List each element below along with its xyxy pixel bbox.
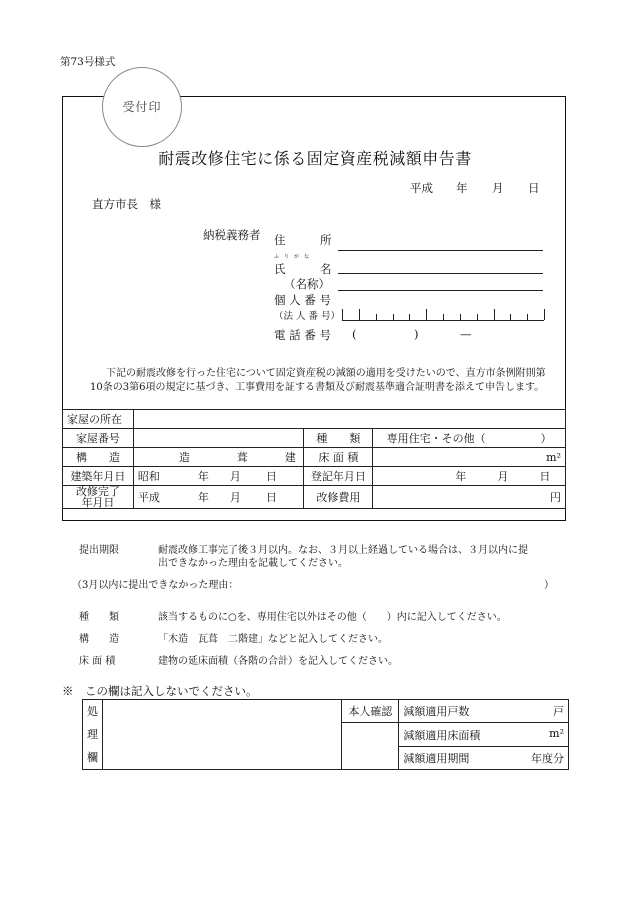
office-row [399,723,569,747]
note-structure-text: 「木造 瓦葺 二階建」などと記入してください。 [158,634,388,645]
location-field[interactable] [133,410,565,429]
office-use-notice: ※ この欄は記入しないでください。 [62,684,258,698]
digit-divider [409,314,410,320]
completed-month: 月 [229,491,241,504]
table-row [63,486,566,509]
built-date-field[interactable] [133,467,304,486]
form-number: 第73号様式 [60,56,116,68]
date-era: 平成 [410,181,433,195]
number-base-line [342,320,544,321]
completed-day: 日 [265,491,277,504]
statement-line-1: 下記の耐震改修を行った住宅について固定資産税の減額の適用を受けたいので、直方市条例附則第 [106,368,546,379]
structure-date: 建 [284,451,296,464]
location-label: 家屋の所在 [63,410,134,429]
processing-area [103,700,342,770]
digit-divider [393,314,394,320]
table-row [83,700,569,723]
corporate-number-label: （法 人 番 号） [274,311,341,322]
built-month: 月 [229,470,241,483]
house-number-field[interactable] [133,429,304,448]
form-title: 耐震改修住宅に係る固定資産税減額申告書 [158,149,472,168]
built-date-label: 建築年月日 [63,467,134,486]
completed-label-1: 改修完了 [75,485,120,498]
addressee: 直方市長 様 [92,197,161,211]
cost-field[interactable]: 円 [373,486,566,509]
table-row [63,410,566,429]
name-label-1: 氏 [274,262,286,276]
registered-date-label: 登記年月日 [304,467,373,486]
office-row-unit: 戸 [553,705,564,718]
structure-label: 構 造 [63,448,134,467]
phone-close-paren: ) [414,327,419,341]
floor-area-label: 床 面 積 [304,448,373,467]
digit-divider [426,309,427,320]
note-type-label: 種 類 [79,612,119,623]
registered-date-field[interactable] [373,467,566,486]
note-type-text: 該当するものに○を、専用住宅以外はその他（ ）内に記入してください。 [158,612,507,623]
floor-area-field[interactable]: m² [373,448,566,467]
corp-name-label: （名称） [284,277,330,291]
taxpayer-label: 納税義務者 [203,228,261,242]
date-year: 年 [456,181,468,195]
table-row [63,467,566,486]
digit-divider [544,309,545,320]
note-floor-label: 床 面 積 [79,656,116,667]
name-line [338,290,543,291]
stamp-label: 受付印 [122,100,162,114]
reg-day: 日 [539,470,551,483]
structure-fuki: 葺 [236,451,248,464]
identity-check-area [342,723,399,770]
address-label-1: 住 [274,233,286,247]
deadline-text-1: 耐震改修工事完了後３月以内。なお、３月以上経過している場合は、３月以内に提 [158,545,528,556]
reason-close: ） [544,580,554,591]
deadline-text-2: 出できなかった理由を記載してください。 [158,558,348,569]
digit-divider [443,314,444,320]
built-day: 日 [265,470,277,483]
digit-divider [342,309,343,320]
date-month: 月 [492,181,504,195]
furigana-label: ふ り が な [274,254,310,260]
digit-divider [527,314,528,320]
completed-date-label [63,486,134,509]
statement-line-2: 10条の3第6項の規定に基づき、工事費用を証する書類及び耐震基準適合証明書を添えて申告します。 [90,382,545,393]
furigana-line [338,273,543,274]
structure-field[interactable] [133,448,304,467]
reg-month: 月 [497,470,509,483]
phone-open-paren: ( [352,327,357,341]
table-row [63,429,566,448]
note-structure-label: 構 造 [79,634,119,645]
reception-stamp-area [102,67,182,147]
reg-year: 年 [455,470,467,483]
completed-year: 年 [197,491,209,504]
proc-char-1: 処 [87,705,98,718]
office-row [399,700,569,723]
office-row-label: 減額適用期間 [403,752,470,765]
deadline-label: 提出期限 [79,545,119,556]
date-day: 日 [528,181,540,195]
office-row-label: 減額適用戸数 [403,705,470,718]
office-use-table [82,699,569,770]
proc-char-3: 欄 [87,751,98,764]
house-number-label: 家屋番号 [63,429,134,448]
digit-divider [460,314,461,320]
address-line [338,250,543,251]
note-floor-text: 建物の延床面積（各階の合計）を記入してください。 [158,656,398,667]
proc-char-2: 理 [87,728,98,741]
identity-check-label: 本人確認 [342,700,399,723]
phone-dash: — [460,327,472,341]
table-row [63,448,566,467]
property-table [62,409,566,509]
completed-era: 平成 [137,491,160,504]
digit-divider [477,314,478,320]
office-row-unit: m² [549,726,564,740]
individual-number-label: 個 人 番 号 [274,293,331,307]
reason-label: （3月以内に提出できなかった理由： [72,580,239,591]
built-year: 年 [197,470,209,483]
digit-divider [494,309,495,320]
office-row-unit: 年度分 [531,752,564,765]
cost-label: 改修費用 [304,486,373,509]
type-field[interactable]: 専用住宅・その他（ ） [373,429,566,448]
digit-divider [376,314,377,320]
type-label: 種 類 [304,429,373,448]
digit-divider [359,309,360,320]
office-row [399,747,569,770]
office-row-label: 減額適用床面積 [403,728,481,742]
address-label-2: 所 [320,233,332,247]
phone-label: 電 話 番 号 [274,328,331,342]
processing-column-label [83,700,103,770]
completed-date-field[interactable] [133,486,304,509]
completed-label-2: 年月日 [81,496,115,509]
built-era: 昭和 [137,470,160,483]
structure-zo: 造 [178,451,190,464]
digit-divider [510,314,511,320]
name-label-2: 名 [320,262,332,276]
